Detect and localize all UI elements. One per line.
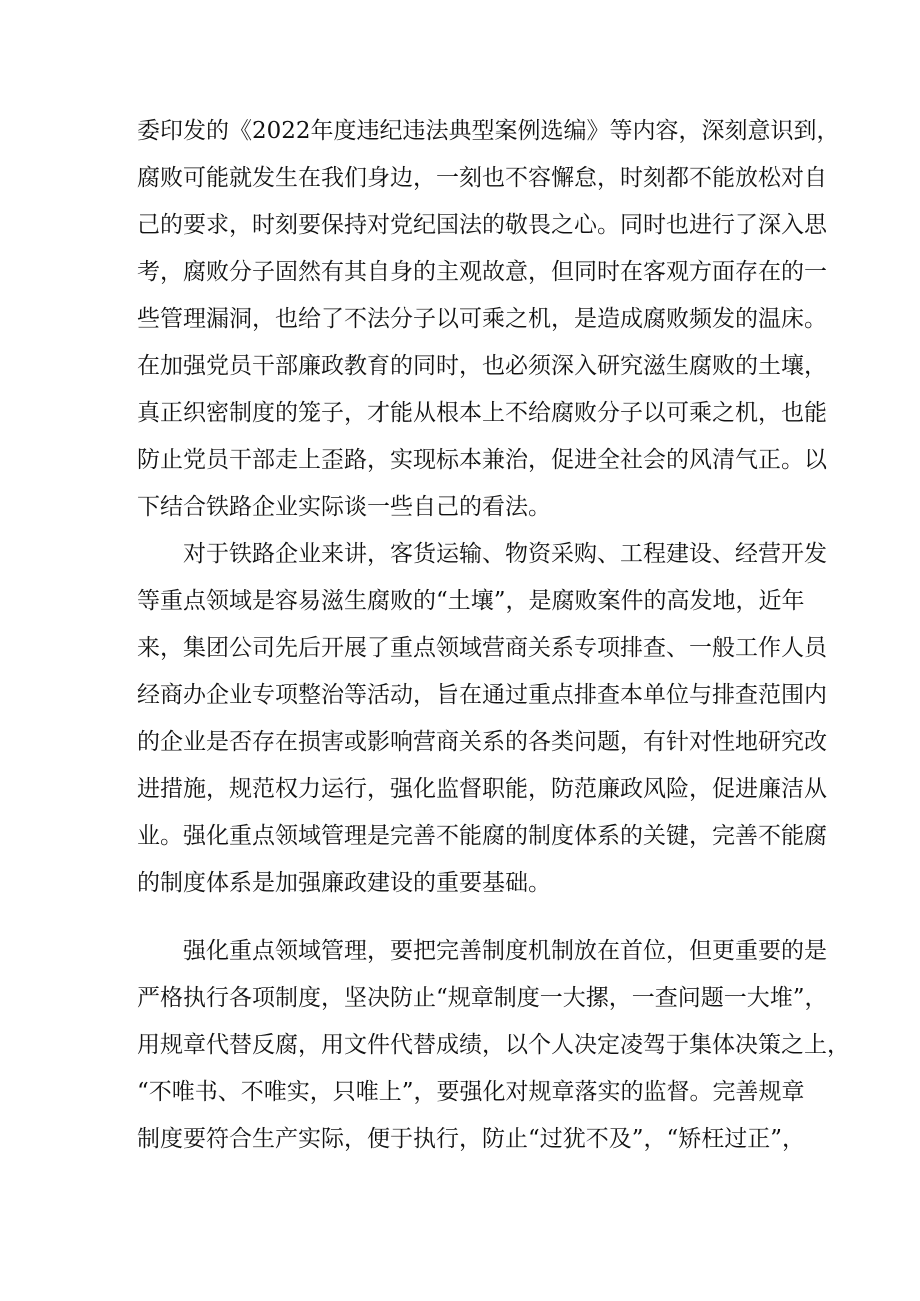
paragraph-2-line-7: 业。强化重点领域管理是完善不能腐的制度体系的关键，完善不能腐 [137, 823, 827, 849]
paragraph-1-line-5: 些管理漏洞，也给了不法分子以可乘之机，是造成腐败频发的温床。 [137, 306, 827, 332]
paragraph-1-line-1: 委印发的《2022年度违纪违法典型案例选编》等内容，深刻意识到， [137, 118, 840, 144]
paragraph-2-line-3: 来，集团公司先后开展了重点领域营商关系专项排查、一般工作人员 [137, 635, 827, 661]
paragraph-1-line-6: 在加强党员干部廉政教育的同时，也必须深入研究滋生腐败的土壤， [137, 353, 827, 379]
paragraph-3-line-3: 用规章代替反腐，用文件代替成绩，以个人决定凌驾于集体决策之上， [137, 1032, 850, 1058]
paragraph-1-line-3: 己的要求，时刻要保持对党纪国法的敬畏之心。同时也进行了深入思 [137, 212, 827, 238]
paragraph-2-line-6: 进措施，规范权力运行，强化监督职能，防范廉政风险，促进廉洁从 [137, 776, 827, 802]
paragraph-1-line-7: 真正织密制度的笼子，才能从根本上不给腐败分子以可乘之机，也能 [137, 400, 827, 426]
paragraph-2-line-2: 等重点领域是容易滋生腐败的“土壤”，是腐败案件的高发地，近年 [137, 588, 805, 614]
paragraph-2-line-1: 对于铁路企业来讲，客货运输、物资采购、工程建设、经营开发 [183, 541, 827, 567]
paragraph-1-line-9: 下结合铁路企业实际谈一些自己的看法。 [137, 494, 551, 520]
paragraph-1-line-8: 防止党员干部走上歪路，实现标本兼治，促进全社会的风清气正。以 [137, 447, 827, 473]
paragraph-3-line-4: “不唯书、不唯实，只唯上”，要强化对规章落实的监督。完善规章 [137, 1079, 805, 1105]
paragraph-2-line-4: 经商办企业专项整治等活动，旨在通过重点排查本单位与排查范围内 [137, 682, 827, 708]
paragraph-2-line-8: 的制度体系是加强廉政建设的重要基础。 [137, 870, 551, 896]
paragraph-2-line-5: 的企业是否存在损害或影响营商关系的各类问题，有针对性地研究改 [137, 729, 827, 755]
paragraph-3-line-2: 严格执行各项制度，坚决防止“规章制度一大摞，一查问题一大堆”， [137, 985, 828, 1011]
paragraph-1-line-4: 考，腐败分子固然有其自身的主观故意，但同时在客观方面存在的一 [137, 259, 827, 285]
paragraph-1-line-2: 腐败可能就发生在我们身边，一刻也不容懈怠，时刻都不能放松对自 [137, 165, 827, 191]
paragraph-3-line-5: 制度要符合生产实际，便于执行，防止“过犹不及”，“矫枉过正”， [137, 1126, 806, 1152]
paragraph-3-line-1: 强化重点领域管理，要把完善制度机制放在首位，但更重要的是 [183, 938, 827, 964]
